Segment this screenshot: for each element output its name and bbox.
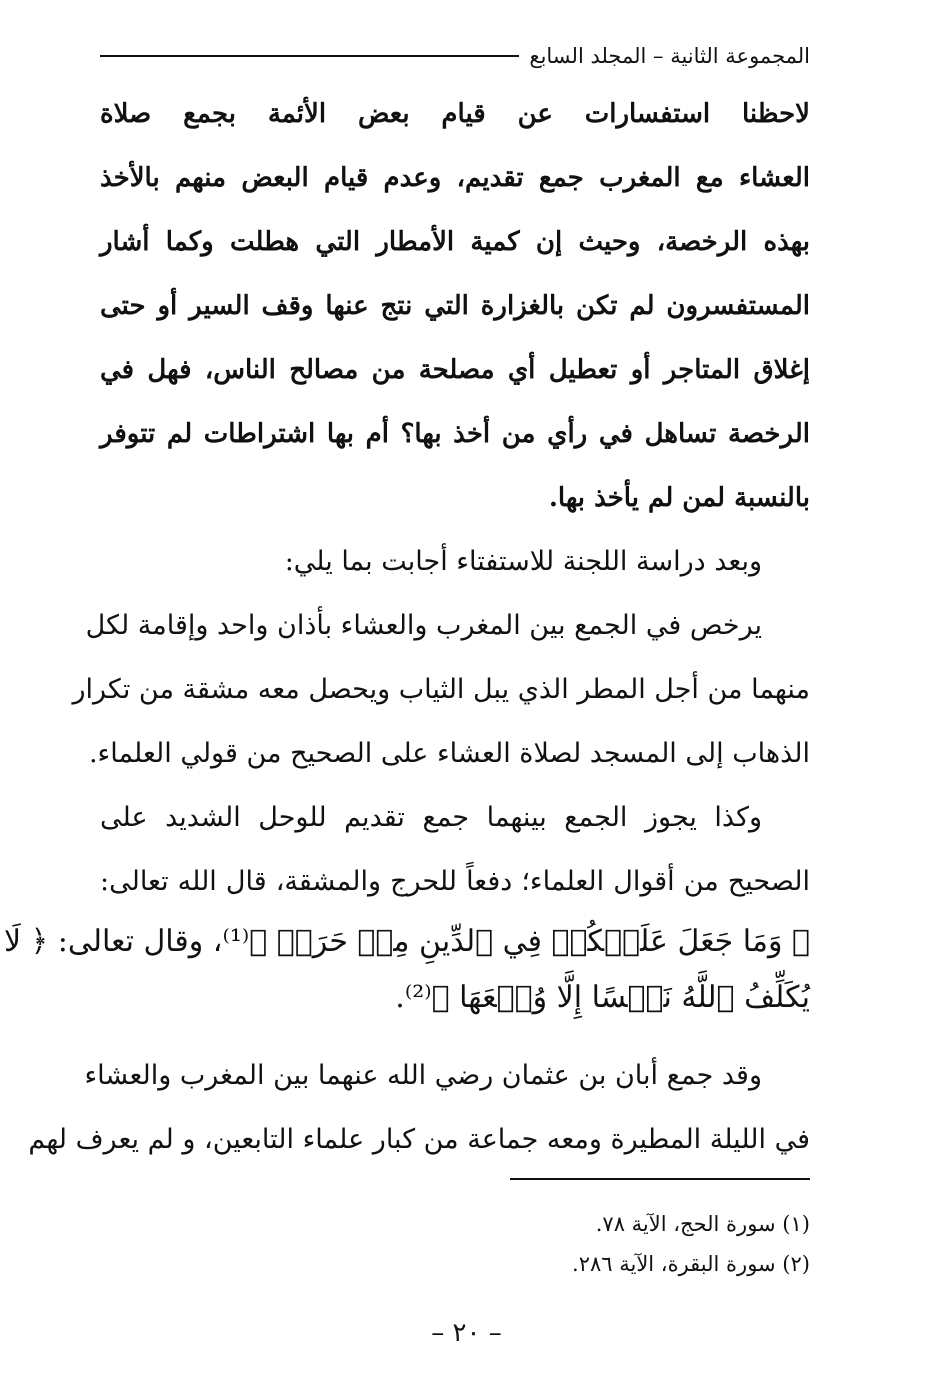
running-title: المجموعة الثانية – المجلد السابع bbox=[529, 44, 810, 68]
question-line: بالنسبة لمن لم يأخذ بها. bbox=[548, 483, 810, 513]
question-line: الرخصة تساهل في رأي من أخذ بها؟ أم بها اشتراطات لم تتوفر bbox=[100, 419, 810, 449]
spacer bbox=[100, 1026, 810, 1044]
footnote: (١) سورة الحج، الآية ٧٨. bbox=[595, 1212, 810, 1236]
paragraph-line: الصحيح من أقوال العلماء؛ دفعاً للحرج والمشقة، قال الله تعالى: bbox=[100, 866, 810, 897]
page-number: – ٢٠ – bbox=[431, 1318, 502, 1348]
paragraph-3 bbox=[28, 1044, 810, 1172]
quran-verse-line: ﴿ وَمَا جَعَلَ عَلَيۡكُمۡ فِي ٱلدِّينِ مِنۡ حَرَجٖ ﴾⁽¹⁾، وقال تعالى: ﴿ لَا bbox=[3, 924, 810, 959]
running-header bbox=[100, 36, 810, 76]
body-text bbox=[3, 82, 810, 1172]
quran-verse-line: يُكَلِّفُ ٱللَّهُ نَفۡسًا إِلَّا وُسۡعَهَا ﴾⁽²⁾. bbox=[395, 980, 810, 1015]
question-block bbox=[100, 82, 810, 530]
paragraph-1 bbox=[72, 594, 810, 786]
paragraph-line: الذهاب إلى المسجد لصلاة العشاء على الصحيح من قولي العلماء. bbox=[88, 738, 810, 769]
answer-intro: وبعد دراسة اللجنة للاستفتاء أجابت بما يلي: bbox=[284, 546, 762, 577]
question-line: العشاء مع المغرب جمع تقديم، وعدم قيام البعض منهم بالأخذ bbox=[100, 163, 810, 193]
footnotes bbox=[100, 1204, 810, 1284]
footnote: (٢) سورة البقرة، الآية ٢٨٦. bbox=[572, 1252, 810, 1276]
footnote-rule bbox=[510, 1178, 810, 1180]
paragraph-line: وقد جمع أبان بن عثمان رضي الله عنهما بين المغرب والعشاء bbox=[84, 1060, 762, 1091]
question-line: بهذه الرخصة، وحيث إن كمية الأمطار التي هطلت وكما أشار bbox=[100, 227, 810, 257]
paragraph-line: وكذا يجوز الجمع بينهما جمع تقديم للوحل الشديد على bbox=[100, 802, 762, 833]
question-line: إغلاق المتاجر أو تعطيل أي مصلحة من مصالح الناس، فهل في bbox=[100, 355, 810, 385]
paragraph-line: في الليلة المطيرة ومعه جماعة من كبار علماء التابعين، و لم يعرف لهم bbox=[28, 1124, 810, 1155]
question-line: المستفسرون لم تكن بالغزارة التي نتج عنها وقف السير أو حتى bbox=[100, 291, 810, 321]
header-rule bbox=[100, 55, 519, 57]
question-line: لاحظنا استفسارات عن قيام بعض الأئمة بجمع صلاة bbox=[100, 99, 810, 129]
paragraph-line: منهما من أجل المطر الذي يبل الثياب ويحصل معه مشقة من تكرار bbox=[72, 674, 810, 705]
paragraph-line: يرخص في الجمع بين المغرب والعشاء بأذان واحد وإقامة لكل bbox=[85, 610, 762, 641]
paragraph-2 bbox=[3, 786, 810, 1044]
